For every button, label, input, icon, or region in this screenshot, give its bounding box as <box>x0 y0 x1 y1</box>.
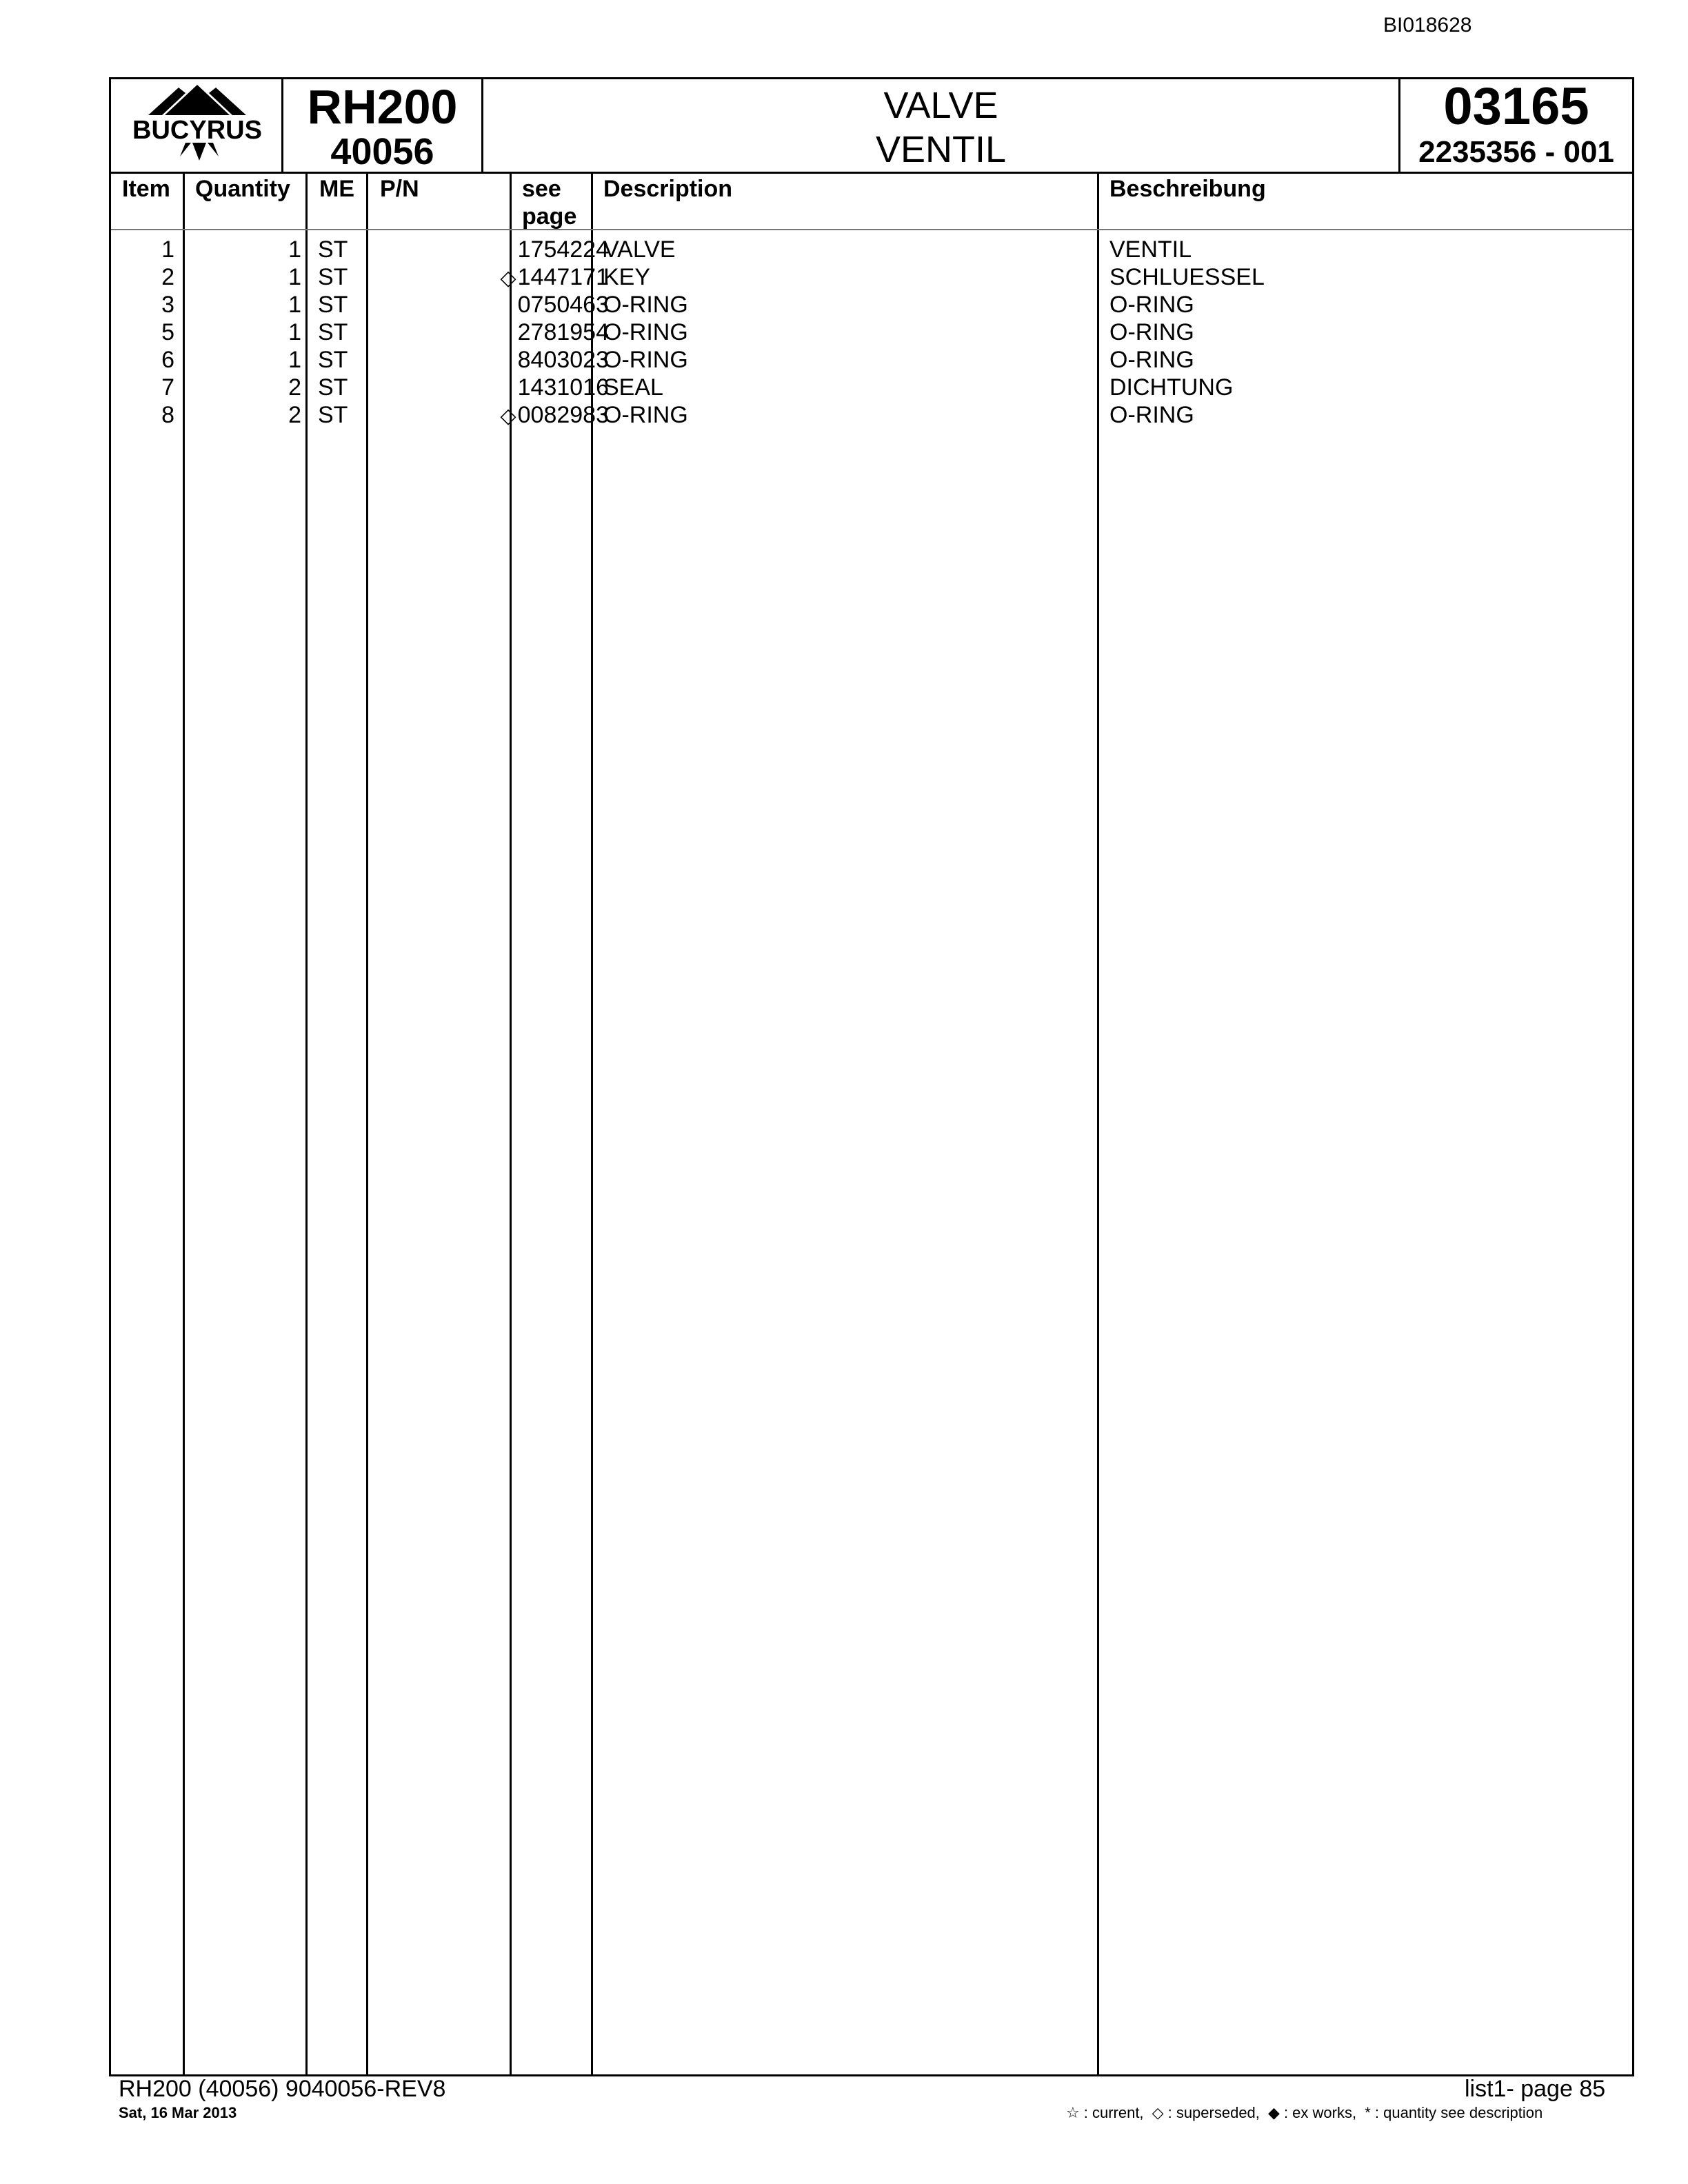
part-number: 1431016 <box>517 374 609 401</box>
superseded-diamond-icon: ◇ <box>500 405 516 427</box>
description: VALVE <box>603 236 676 263</box>
table-row <box>111 318 1632 346</box>
description: O-RING <box>603 292 688 318</box>
item-number: 8 <box>161 402 174 428</box>
column-divider <box>510 174 512 2074</box>
table-row <box>111 346 1632 374</box>
column-divider <box>366 174 368 2074</box>
column-header-pn: P/N <box>380 176 419 202</box>
quantity: 1 <box>288 347 301 373</box>
column-header-description: Description <box>603 176 733 202</box>
column-header-see-page: see page <box>522 176 577 230</box>
unit-of-measure: ST <box>318 319 348 345</box>
superseded-diamond-icon: ◇ <box>500 267 516 290</box>
diamond-filled-icon: ◆ <box>1268 2104 1280 2121</box>
unit-of-measure: ST <box>318 347 348 373</box>
beschreibung: O-RING <box>1109 347 1194 373</box>
quantity: 1 <box>288 236 301 263</box>
unit-of-measure: ST <box>318 264 348 290</box>
column-divider <box>305 174 308 2074</box>
legend-current: : current, <box>1083 2104 1144 2121</box>
unit-of-measure: ST <box>318 402 348 428</box>
item-number: 3 <box>161 292 174 318</box>
diamond-outline-icon: ◇ <box>1152 2104 1164 2121</box>
column-header-quantity: Quantity <box>195 176 290 202</box>
column-header-beschreibung: Beschreibung <box>1109 176 1266 202</box>
document-id: BI018628 <box>1383 14 1472 37</box>
unit-of-measure: ST <box>318 292 348 318</box>
column-divider <box>183 174 185 2074</box>
machine-serial: 40056 <box>330 131 434 172</box>
table-row <box>111 374 1632 401</box>
model-name: RH200 <box>307 80 458 134</box>
table-row <box>111 263 1632 291</box>
svg-text:BUCYRUS: BUCYRUS <box>132 116 262 145</box>
title-german: VENTIL <box>875 129 1007 170</box>
logo-cell <box>111 79 283 172</box>
description: KEY <box>603 264 651 290</box>
beschreibung: O-RING <box>1109 319 1194 345</box>
column-divider <box>1097 174 1099 2074</box>
quantity: 2 <box>288 402 301 428</box>
table-row <box>111 236 1632 263</box>
group-number: 03165 <box>1443 77 1589 136</box>
part-number: ◇0082983 <box>369 401 609 430</box>
item-number: 5 <box>161 319 174 345</box>
assembly-reference: 2235356 - 001 <box>1418 135 1614 169</box>
description: SEAL <box>603 374 663 401</box>
item-number: 7 <box>161 374 174 401</box>
beschreibung: VENTIL <box>1109 236 1192 263</box>
quantity: 1 <box>288 292 301 318</box>
quantity: 2 <box>288 374 301 401</box>
header-block <box>109 77 1634 174</box>
table-row <box>111 291 1632 318</box>
item-number: 2 <box>161 264 174 290</box>
part-number: 8403023 <box>517 347 609 373</box>
quantity: 1 <box>288 264 301 290</box>
table-row <box>111 401 1632 429</box>
footer-page-number: list1- page 85 <box>1465 2076 1606 2102</box>
title-english: VALVE <box>883 85 998 126</box>
beschreibung: O-RING <box>1109 402 1194 428</box>
column-header-item: Item <box>122 176 170 202</box>
legend-quantity: * : quantity see description <box>1365 2104 1543 2121</box>
unit-of-measure: ST <box>318 374 348 401</box>
beschreibung: O-RING <box>1109 292 1194 318</box>
bucyrus-logo <box>111 79 283 172</box>
header-rule <box>111 229 1632 230</box>
model-cell <box>283 79 483 172</box>
legend-ex-works: : ex works, <box>1283 2104 1357 2121</box>
footer-legend <box>1066 2104 1547 2122</box>
description: O-RING <box>603 347 688 373</box>
quantity: 1 <box>288 319 301 345</box>
legend-superseded: : superseded, <box>1167 2104 1260 2121</box>
parts-table <box>109 174 1634 2076</box>
part-number: 2781954 <box>517 319 609 345</box>
description: O-RING <box>603 319 688 345</box>
part-number: 1754224 <box>517 236 609 263</box>
column-header-me: ME <box>319 176 354 202</box>
part-number: ◇1447171 <box>369 263 609 292</box>
title-cell <box>483 79 1400 172</box>
beschreibung: SCHLUESSEL <box>1109 264 1265 290</box>
part-number: 0750463 <box>517 292 609 318</box>
column-divider <box>591 174 593 2074</box>
item-number: 6 <box>161 347 174 373</box>
reference-cell <box>1400 79 1632 172</box>
footer-date: Sat, 16 Mar 2013 <box>119 2104 237 2121</box>
footer-document-reference: RH200 (40056) 9040056-REV8 <box>119 2076 446 2102</box>
unit-of-measure: ST <box>318 236 348 263</box>
beschreibung: DICHTUNG <box>1109 374 1234 401</box>
star-outline-icon: ☆ <box>1066 2104 1080 2121</box>
description: O-RING <box>603 402 688 428</box>
item-number: 1 <box>161 236 174 263</box>
